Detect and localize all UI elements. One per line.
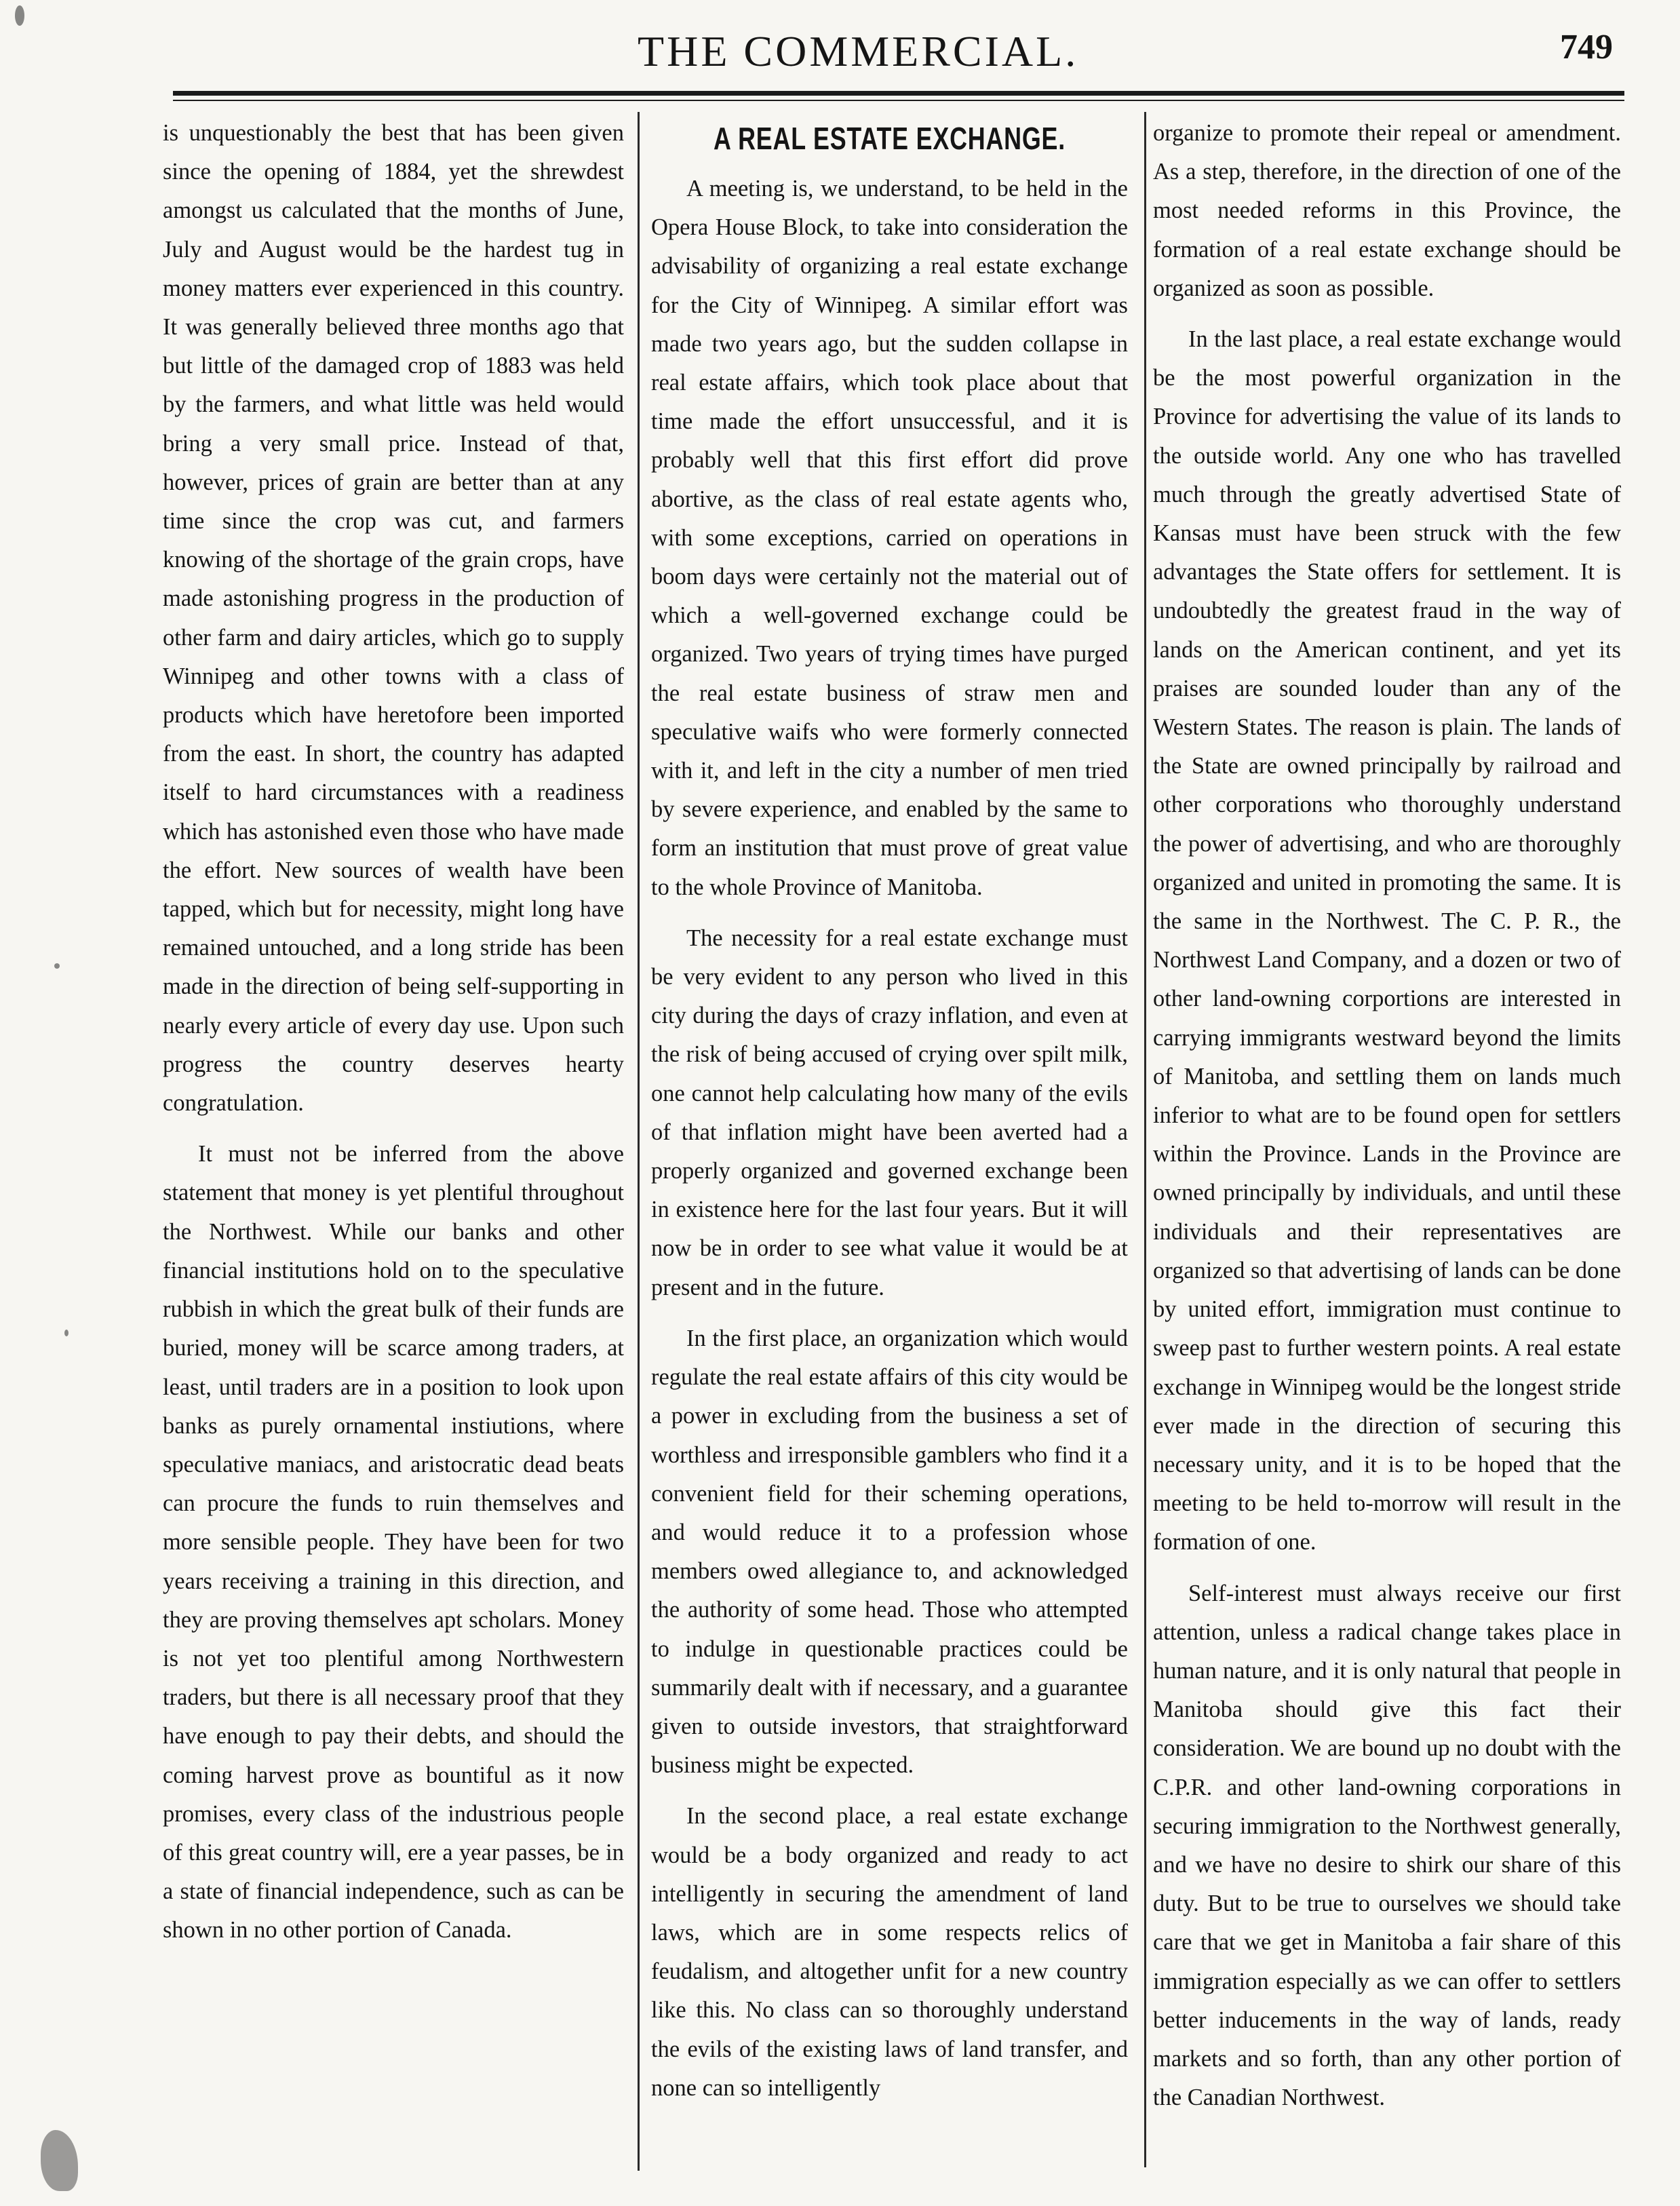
scan-speck <box>54 963 60 969</box>
column-middle <box>651 114 1128 2108</box>
column-right <box>1153 114 1621 2117</box>
paragraph: organize to promote their repeal or amendment. As a step, therefore, in the direction of one of the most needed reforms in this Province, the formation of a real estate exchange should be organized as soon as possible. <box>1153 120 1621 301</box>
article-heading: A REAL ESTATE EXCHANGE. <box>714 121 1066 156</box>
scan-speck <box>41 2130 78 2191</box>
paragraph: In the last place, a real estate exchange would be the most powerful organization in the Province for advertising the value of its lands to the outside world. Any one who has travelled much through the greatly advertised State of Kansas must have been struck with the few advantages the State offers for settlement. It is undoubtedly the greatest fraud in the way of lands on the American continent, and yet its praises are sounded louder than any of the Western States. The reason is plain. The lands of the State are owned principally by railroad and other corporations who thoroughly understand the power of advertising, and who are thoroughly organized and united in promoting the same. It is the same in the Northwest. The C. P. R., the Northwest Land Company, and a dozen or two of other land-owning corportions are interested in carrying immigrants westward beyond the limits of Manitoba, and settling them on lands much inferior to what are to be found open for settlers within the Province. Lands in the Province are owned principally by individuals, and until these individuals and their representatives are organized so that advertising of lands can be done by united effort, immigration must continue to sweep past to further western points. A real estate exchange in Winnipeg would be the longest stride ever made in the direction of securing this necessary unity, and it is to be hoped that the meeting to be held to-morrow will result in the formation of one. <box>1153 326 1621 1555</box>
header-rule-thin <box>173 100 1624 101</box>
paragraph: In the second place, a real estate exchange would be a body organized and ready to act intelligently in securing the amendment of land laws, which are in some respects relics of feudalism, and altogether unfit for a new country like this. No class can so thoroughly understand the evils of the existing laws of land transfer, and none can so intelligently <box>651 1803 1128 2101</box>
scan-speck <box>15 5 24 26</box>
masthead <box>0 0 1680 102</box>
column-divider-right <box>1144 112 1146 2167</box>
paragraph: A meeting is, we understand, to be held in the Opera House Block, to take into consideration the advisability of organizing a real estate exchange for the City of Winnipeg. A similar effort was made two years ago, but the sudden collapse in real estate affairs, which took place about that time made the effort unsuccessful, and it is probably well that this first effort did prove abortive, as the class of real estate agents who, with some exceptions, carried on operations in boom days were certainly not the material out of which a well-governed exchange could be organized. Two years of trying times have purged the real estate business of straw men and speculative waifs who were formerly connected with it, and left in the city a number of men tried by severe experience, and enabled by the same to form an institution that must prove of great value to the whole Province of Manitoba. <box>651 176 1128 900</box>
column-divider-left <box>638 112 640 2171</box>
paragraph: is unquestionably the best that has been given since the opening of 1884, yet the shrewdest amongst us calculated that the months of June, July and August would be the hardest tug in money matters ever experienced in this country. It was generally believed three months ago that but little of the damaged crop of 1883 was held by the farmers, and what little was held would bring a very small price. Instead of that, however, prices of grain are better than at any time since the crop was cut, and farmers knowing of the shortage of the grain crops, have made astonishing progress in the production of other farm and dairy articles, which go to supply Winnipeg and other towns with a class of products which have heretofore been imported from the east. In short, the country has adapted itself to hard circumstances with a readiness which has astonished even those who have made the effort. New sources of wealth have been tapped, which but for necessity, might long have remained untouched, and a long stride has been made in the direction of being self-supporting in nearly every article of every day use. Upon such progress the country deserves hearty congratulation. <box>163 120 624 1117</box>
scan-speck <box>64 1330 69 1336</box>
paragraph: In the first place, an organization which would regulate the real estate affairs of this city would be a power in excluding from the business a set of worthless and irresponsible gamblers who find it a convenient field for their scheming operations, and would reduce it to a profession whose members owed allegiance to, and acknowledged the authority of some head. Those who attempted to indulge in questionable practices could be summarily dealt with if necessary, and a guarantee given to outside investors, that straightforward business might be expected. <box>651 1325 1128 1779</box>
paragraph: The necessity for a real estate exchange must be very evident to any person who lived in this city during the days of crazy inflation, and even at the risk of being accused of crying over spilt milk, one cannot help calculating how many of the evils of that inflation might have been averted had a properly organized and governed exchange been in existence here for the last four years. But it will now be in order to see what value it would be at present and in the future. <box>651 925 1128 1300</box>
newspaper-title: THE COMMERCIAL. <box>638 27 1079 75</box>
page-number: 749 <box>1560 28 1613 66</box>
header-rule-thick <box>173 91 1624 96</box>
paragraph: It must not be inferred from the above statement that money is yet plentiful throughout the Northwest. While our banks and other financial institutions hold on to the speculative rubbish in which the great bulk of their funds are buried, money will be scarce among traders, at least, until traders are in a position to look upon banks as purely ornamental instiutions, where speculative maniacs, and aristocratic dead beats can procure the funds to ruin themselves and more sensible people. They have been for two years receiving a training in this direction, and they are proving themselves apt scholars. Money is not yet too plentiful among Northwestern traders, but there is all necessary proof that they have enough to pay their debts, and should the coming harvest prove as bountiful as it now promises, every class of the industrious people of this great country will, ere a year passes, be in a state of financial independence, such as can be shown in no other portion of Canada. <box>163 1141 624 1943</box>
column-left <box>163 114 624 1950</box>
paragraph: Self-interest must always receive our first attention, unless a radical change takes place in human nature, and it is only natural that people in Manitoba should give this fact their consideration. We are bound up no doubt with the C.P.R. and other land-owning corporations in securing immigration to the Northwest generally, and we have no desire to shirk our share of this duty. But to be true to ourselves we should take care that we get in Manitoba a fair share of this immigration especially as we can offer to settlers better inducements in the way of lands, ready markets and so forth, than any other portion of the Canadian Northwest. <box>1153 1580 1621 2111</box>
